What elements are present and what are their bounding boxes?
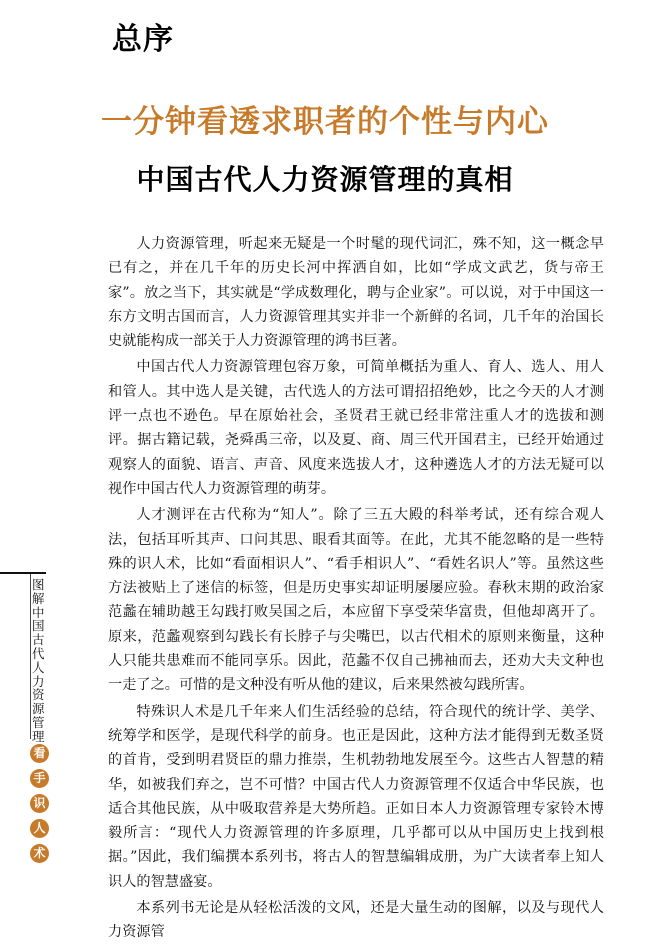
body-text <box>108 232 604 947</box>
main-title: 一分钟看透求职者的个性与内心 <box>101 104 549 140</box>
book-title-char: 人 <box>30 819 49 838</box>
book-title-badges <box>30 744 50 869</box>
sub-title: 中国古代人力资源管理的真相 <box>136 163 514 196</box>
paragraph: 特殊识人术是几千年来人们生活经验的总结，符合现代的统计学、美学、统筹学和医学，是现代科学的前身。也正是因此，这种方法才能得到无数圣贤的首肯，受到明君贤臣的鼎力推崇，生机勃勃地发展至今。这些古人智慧的精华，如被我们弃之，岂不可惜？中国古代人力资源管理不仅适合中华民族，也适合其他民族，从中吸取营养是大势所趋。正如日本人力资源管理专家铃木博毅所言：“现代人力资源管理的许多原理，几乎都可以从中国历史上找到根据。”因此，我们编撰本系列书，将古人的智慧编辑成册，为广大读者奉上知人识人的智慧盛宴。 <box>108 703 604 890</box>
side-rail-rule <box>0 572 46 574</box>
paragraph: 本系列书无论是从轻松活泼的文风，还是大量生动的图解，以及与现代人力资源管 <box>108 900 604 941</box>
book-title-char: 识 <box>30 794 49 813</box>
section-title: 总序 <box>112 22 174 57</box>
side-rail-divider <box>30 574 31 739</box>
paragraph: 中国古代人力资源管理包容万象，可简单概括为重人、育人、选人、用人和管人。其中选人是关键，古代选人的方法可谓招招绝妙，比之今天的人才测评一点也不逊色。早在原始社会，圣贤君王就已经非常注重人才的选拔和测评。据古籍记载，尧舜禹三帝，以及夏、商、周三代开国君主，已经开始通过观察人的面貌、语言、声音、风度来选拔人才，这种遴选人才的方法无疑可以视作中国古代人力资源管理的萌芽。 <box>108 359 604 497</box>
book-title-char: 手 <box>30 769 49 788</box>
paragraph: 人才测评在古代称为“知人”。除了三五大殿的科举考试，还有综合观人法，包括耳听其声、口问其思、眼看其面等。在此，尤其不能忽略的是一些特殊的识人术，比如“看面相识人”、“看手相识人”、“看姓名识人”等。虽然这些方法被贴上了迷信的标签，但是历史事实却证明屡屡应验。春秋末期的政治家范蠡在辅助越王勾践打败吴国之后，本应留下享受荣华富贵，但他却离开了。原来，范蠡观察到勾践长有长脖子与尖嘴巴，以古代相术的原则来衡量，这种人只能共患难而不能同享乐。因此，范蠡不仅自己拂袖而去，还劝大夫文种也一走了之。可惜的是文种没有听从他的建议，后来果然被勾践所害。 <box>108 507 604 694</box>
book-title-char: 术 <box>30 844 49 863</box>
book-title-char: 看 <box>30 744 49 763</box>
paragraph: 人力资源管理，听起来无疑是一个时髦的现代词汇，殊不知，这一概念早已有之，并在几千年的历史长河中挥洒自如，比如“学成文武艺，货与帝王家”。放之当下，其实就是“学成数理化，聘与企业家”。可以说，对于中国这一东方文明古国而言，人力资源管理其实并非一个新鲜的名词，几千年的治国长史就能构成一部关于人力资源管理的鸿书巨著。 <box>108 236 604 350</box>
series-label: 图解中国古代人力资源管理 <box>32 577 45 744</box>
